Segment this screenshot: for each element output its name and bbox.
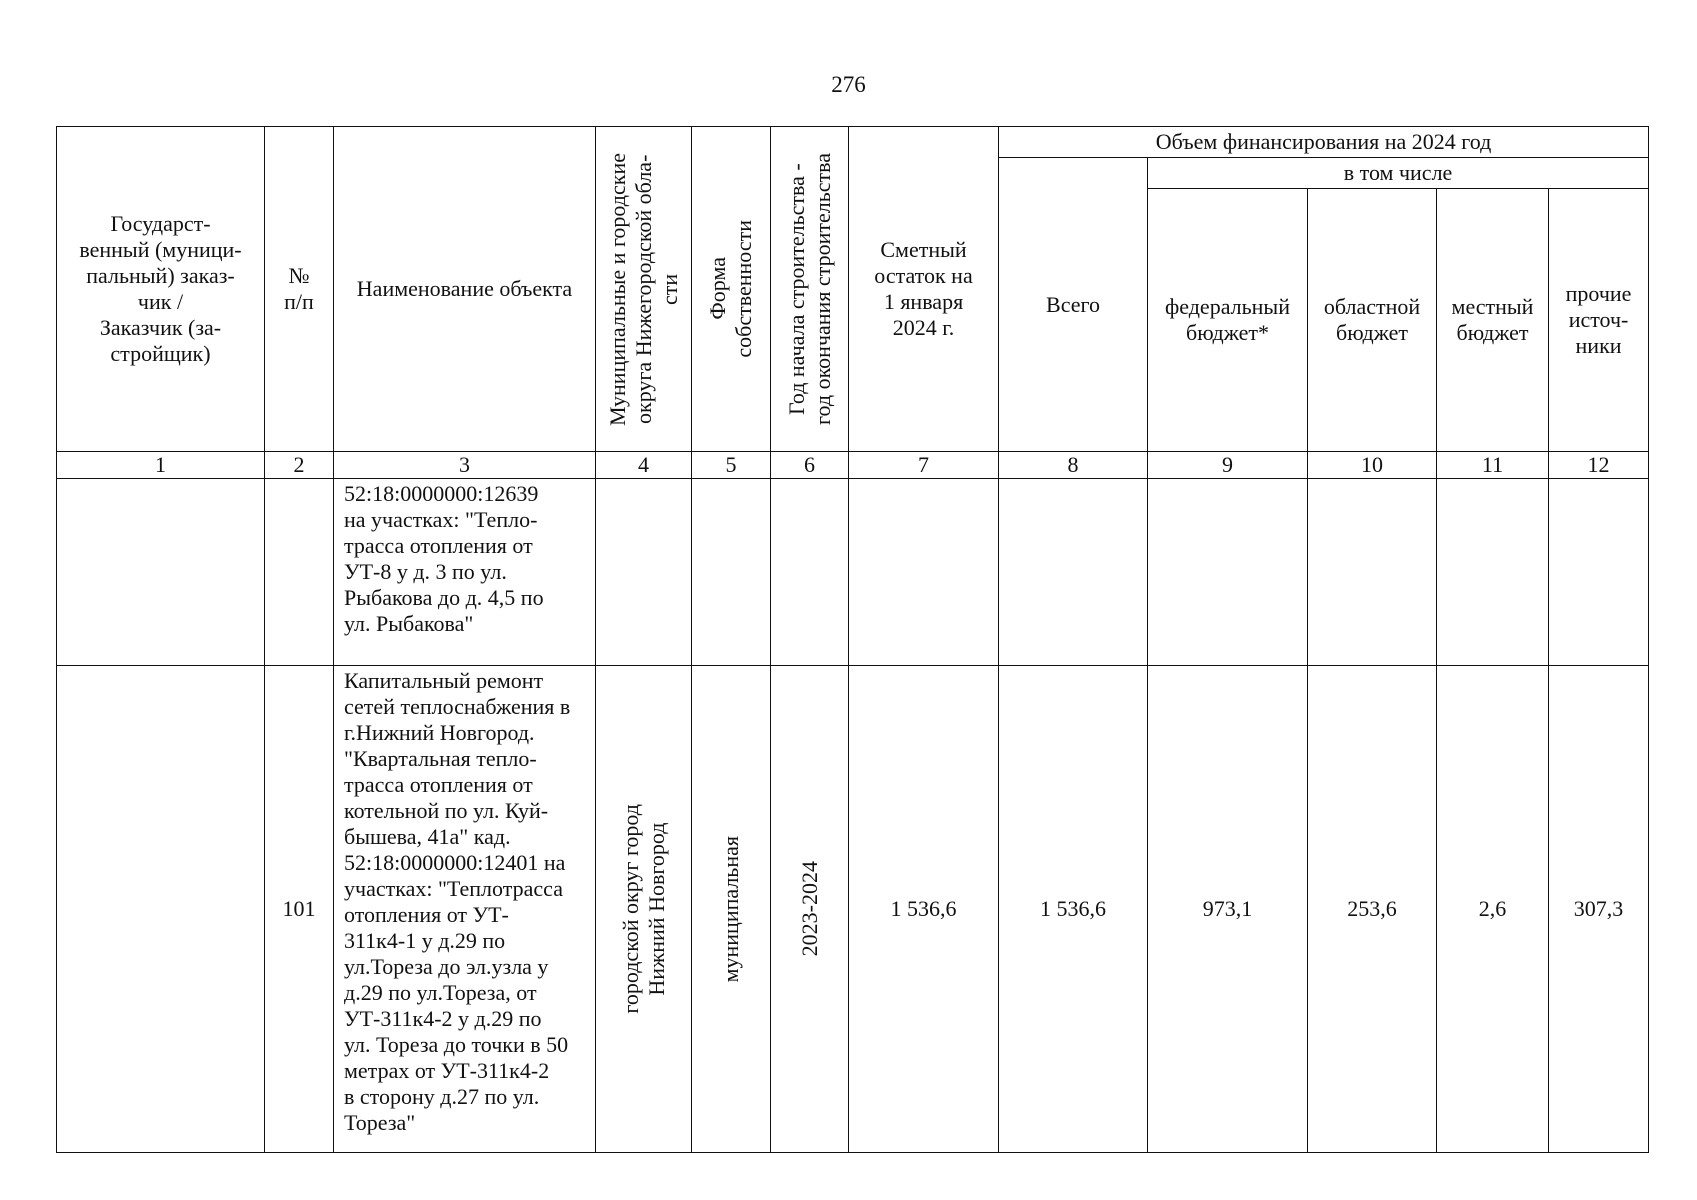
header-number: № п/п <box>265 127 334 452</box>
row-total <box>999 479 1148 666</box>
column-number: 10 <box>1308 452 1437 479</box>
header-ownership-text: Форма собственности <box>705 220 756 358</box>
header-federal: федеральный бюджет* <box>1148 189 1308 452</box>
row-other: 307,3 <box>1549 666 1649 1153</box>
header-other: прочие источ- ники <box>1549 189 1649 452</box>
row-federal <box>1148 479 1308 666</box>
header-customer: Государст- венный (муници- пальный) заказ- чик / Заказчик (за- стройщик) <box>57 127 265 452</box>
column-number: 1 <box>57 452 265 479</box>
column-number: 7 <box>849 452 999 479</box>
header-municipality <box>596 127 692 452</box>
row-years <box>771 479 849 666</box>
row-estimate: 1 536,6 <box>849 666 999 1153</box>
row-years-text: 2023-2024 <box>796 861 822 957</box>
row-object-name: Капитальный ремонт сетей теплоснабжения в г.Нижний Новгород. "Квартальная тепло- трасса отопления от котельной по ул. Куй- бышева, 41а" кад. 52:18:0000000:12401 на участках: "Теплотрасса отопления от УТ- 311к4-1 у д.29 по ул.Тореза до эл.узла у д.29 по ул.Тореза, от УТ-311к4-2 у д.29 по ул. Тореза до точки в 50 метрах от УТ-311к4-2 в сторону д.27 по ул. Тореза" <box>334 666 596 1153</box>
row-object-name: 52:18:0000000:12639 на участках: "Тепло- трасса отопления от УТ-8 у д. 3 по ул. Рыбакова до д. 4,5 по ул. Рыбакова" <box>334 479 596 666</box>
row-municipality <box>596 479 692 666</box>
row-federal: 973,1 <box>1148 666 1308 1153</box>
column-number: 9 <box>1148 452 1308 479</box>
header-years-text: Год начала строительства - год окончания строительства <box>783 153 835 425</box>
row-municipality-text: городской округ город Нижний Новгород <box>617 804 669 1014</box>
column-number: 11 <box>1437 452 1549 479</box>
row-customer <box>57 666 265 1153</box>
column-number: 5 <box>692 452 771 479</box>
financing-table <box>56 126 1649 1153</box>
column-number: 12 <box>1549 452 1649 479</box>
header-including: в том числе <box>1148 158 1649 189</box>
row-ownership <box>692 479 771 666</box>
column-number-row <box>57 452 1649 479</box>
table-row <box>57 479 1649 666</box>
header-municipality-text: Муниципальные и городские округа Нижегородской обла- сти <box>604 152 682 426</box>
row-total: 1 536,6 <box>999 666 1148 1153</box>
row-ownership <box>692 666 771 1153</box>
row-regional: 253,6 <box>1308 666 1437 1153</box>
header-regional: областной бюджет <box>1308 189 1437 452</box>
row-ownership-text: муниципальная <box>718 835 743 983</box>
header-object-name: Наименование объекта <box>334 127 596 452</box>
column-number: 6 <box>771 452 849 479</box>
header-local: местный бюджет <box>1437 189 1549 452</box>
header-total: Всего <box>999 158 1148 452</box>
row-local <box>1437 479 1549 666</box>
header-funding-title: Объем финансирования на 2024 год <box>999 127 1649 158</box>
row-customer <box>57 479 265 666</box>
header-ownership <box>692 127 771 452</box>
row-municipality <box>596 666 692 1153</box>
column-number: 8 <box>999 452 1148 479</box>
row-local: 2,6 <box>1437 666 1549 1153</box>
column-number: 2 <box>265 452 334 479</box>
header-years <box>771 127 849 452</box>
header-estimate: Сметный остаток на 1 января 2024 г. <box>849 127 999 452</box>
column-number: 3 <box>334 452 596 479</box>
page-number: 276 <box>831 72 866 97</box>
row-number: 101 <box>265 666 334 1153</box>
row-regional <box>1308 479 1437 666</box>
row-years <box>771 666 849 1153</box>
column-number: 4 <box>596 452 692 479</box>
row-other <box>1549 479 1649 666</box>
row-estimate <box>849 479 999 666</box>
table-row <box>57 666 1649 1153</box>
row-number <box>265 479 334 666</box>
